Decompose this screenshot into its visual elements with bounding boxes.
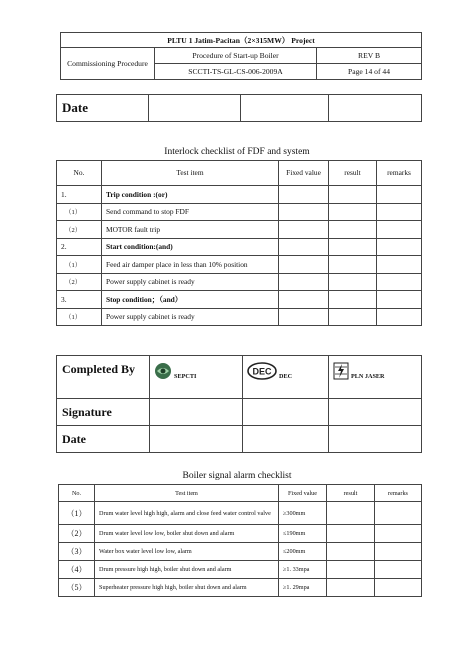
table-row <box>59 543 422 561</box>
project-title: PLTU 1 Jatim-Pacitan（2×315MW） Project <box>61 33 422 48</box>
result-cell <box>329 308 377 326</box>
alarm-title: Boiler signal alarm checklist <box>182 471 292 481</box>
commissioning-label: Commissioning Procedure <box>61 48 155 80</box>
fixed-value: ≤200mm <box>279 543 327 561</box>
date-cell <box>241 95 329 122</box>
remarks-cell <box>377 186 422 204</box>
table-row <box>57 238 422 256</box>
remarks-cell <box>377 221 422 239</box>
result-cell <box>327 502 375 525</box>
test-item: Superheater pressure high high, boiler shut down and alarm <box>95 579 279 597</box>
result-cell <box>329 203 377 221</box>
date-label: Date <box>57 426 150 453</box>
table-row <box>57 308 422 326</box>
test-item: Stop condition；（and） <box>102 291 279 309</box>
test-item: Drum water level high high, alarm and close feed water control valve <box>95 502 279 525</box>
test-item: Power supply cabinet is ready <box>102 273 279 291</box>
row-number: （1） <box>57 308 102 326</box>
fixed-value: ≥1. 29mpa <box>279 579 327 597</box>
signoff-table <box>56 355 422 453</box>
signature-cell <box>150 399 243 426</box>
remarks-cell <box>375 502 422 525</box>
row-number: 3. <box>57 291 102 309</box>
row-number: （1） <box>57 256 102 274</box>
date-cell <box>329 426 422 453</box>
result-cell <box>329 238 377 256</box>
fixed-value-cell <box>279 256 329 274</box>
col-header: Fixed value <box>279 485 327 502</box>
test-item: Drum water level low low, boiler shut down and alarm <box>95 525 279 543</box>
revision: REV B <box>317 48 422 64</box>
signature-label: Signature <box>57 399 150 426</box>
table-row <box>57 203 422 221</box>
procedure-title: Procedure of Start-up Boiler <box>155 48 317 64</box>
table-row <box>59 525 422 543</box>
document-number: SCCTI-TS-GL-CS-006-2009A <box>155 64 317 80</box>
row-number: （2） <box>57 221 102 239</box>
remarks-cell <box>377 203 422 221</box>
sepcti-name: SEPCTI <box>174 373 197 380</box>
dec-logo-text: DEC <box>252 366 272 377</box>
fixed-value-cell <box>279 308 329 326</box>
test-item: Water box water level low low, alarm <box>95 543 279 561</box>
remarks-cell <box>377 273 422 291</box>
test-item: Feed air damper place in less than 10% position <box>102 256 279 274</box>
fixed-value: ≤190mm <box>279 525 327 543</box>
date-label-top: Date <box>57 95 149 122</box>
col-header: Test item <box>102 161 279 186</box>
page-number: Page 14 of 44 <box>317 64 422 80</box>
date-cell <box>329 95 422 122</box>
test-item: Start condition:(and) <box>102 238 279 256</box>
date-cell <box>149 95 241 122</box>
sepcti-logo-cell <box>150 356 243 399</box>
result-cell <box>329 221 377 239</box>
sepcti-logo-icon <box>154 362 172 380</box>
date-box-top <box>56 94 422 122</box>
remarks-cell <box>377 291 422 309</box>
fixed-value-cell <box>279 291 329 309</box>
fixed-value: ≥1. 33mpa <box>279 561 327 579</box>
row-number: （1） <box>57 203 102 221</box>
alarm-table <box>58 484 422 597</box>
date-cell <box>150 426 243 453</box>
row-number: 2. <box>57 238 102 256</box>
fixed-value: ≥300mm <box>279 502 327 525</box>
table-row <box>57 273 422 291</box>
interlock-title: Interlock checklist of FDF and system <box>164 147 310 157</box>
result-cell <box>327 525 375 543</box>
remarks-cell <box>375 525 422 543</box>
dec-logo-icon <box>247 362 277 380</box>
dec-name: DEC <box>279 373 293 380</box>
table-row <box>57 221 422 239</box>
interlock-table <box>56 160 422 326</box>
remarks-cell <box>375 579 422 597</box>
col-header: result <box>327 485 375 502</box>
row-number: 1. <box>57 186 102 204</box>
pln-name: PLN JASER <box>351 373 385 380</box>
row-number: （2） <box>59 525 95 543</box>
test-item: MOTOR fault trip <box>102 221 279 239</box>
row-number: （4） <box>59 561 95 579</box>
result-cell <box>327 561 375 579</box>
col-header: No. <box>59 485 95 502</box>
result-cell <box>329 273 377 291</box>
remarks-cell <box>377 308 422 326</box>
table-row <box>59 561 422 579</box>
remarks-cell <box>375 561 422 579</box>
col-header: No. <box>57 161 102 186</box>
col-header: remarks <box>377 161 422 186</box>
table-row <box>57 291 422 309</box>
fixed-value-cell <box>279 186 329 204</box>
signature-cell <box>329 399 422 426</box>
document-header <box>60 32 422 80</box>
col-header: remarks <box>375 485 422 502</box>
row-number: （5） <box>59 579 95 597</box>
result-cell <box>329 291 377 309</box>
dec-logo-cell <box>243 356 329 399</box>
test-item: Drum pressure high high, boiler shut down and alarm <box>95 561 279 579</box>
result-cell <box>329 186 377 204</box>
fixed-value-cell <box>279 203 329 221</box>
row-number: （1） <box>59 502 95 525</box>
fixed-value-cell <box>279 238 329 256</box>
signature-cell <box>243 399 329 426</box>
table-row <box>57 186 422 204</box>
fixed-value-cell <box>279 221 329 239</box>
remarks-cell <box>375 543 422 561</box>
pln-logo-cell <box>329 356 422 399</box>
pln-logo-icon <box>333 362 349 380</box>
fixed-value-cell <box>279 273 329 291</box>
test-item: Trip condition :(or) <box>102 186 279 204</box>
table-row <box>57 256 422 274</box>
table-row <box>59 579 422 597</box>
col-header: Fixed value <box>279 161 329 186</box>
completed-by-label: Completed By <box>57 356 150 399</box>
row-number: （3） <box>59 543 95 561</box>
date-cell <box>243 426 329 453</box>
result-cell <box>329 256 377 274</box>
row-number: （2） <box>57 273 102 291</box>
col-header: result <box>329 161 377 186</box>
table-row <box>59 502 422 525</box>
test-item: Power supply cabinet is ready <box>102 308 279 326</box>
col-header: Test item <box>95 485 279 502</box>
result-cell <box>327 579 375 597</box>
test-item: Send command to stop FDF <box>102 203 279 221</box>
remarks-cell <box>377 256 422 274</box>
result-cell <box>327 543 375 561</box>
remarks-cell <box>377 238 422 256</box>
